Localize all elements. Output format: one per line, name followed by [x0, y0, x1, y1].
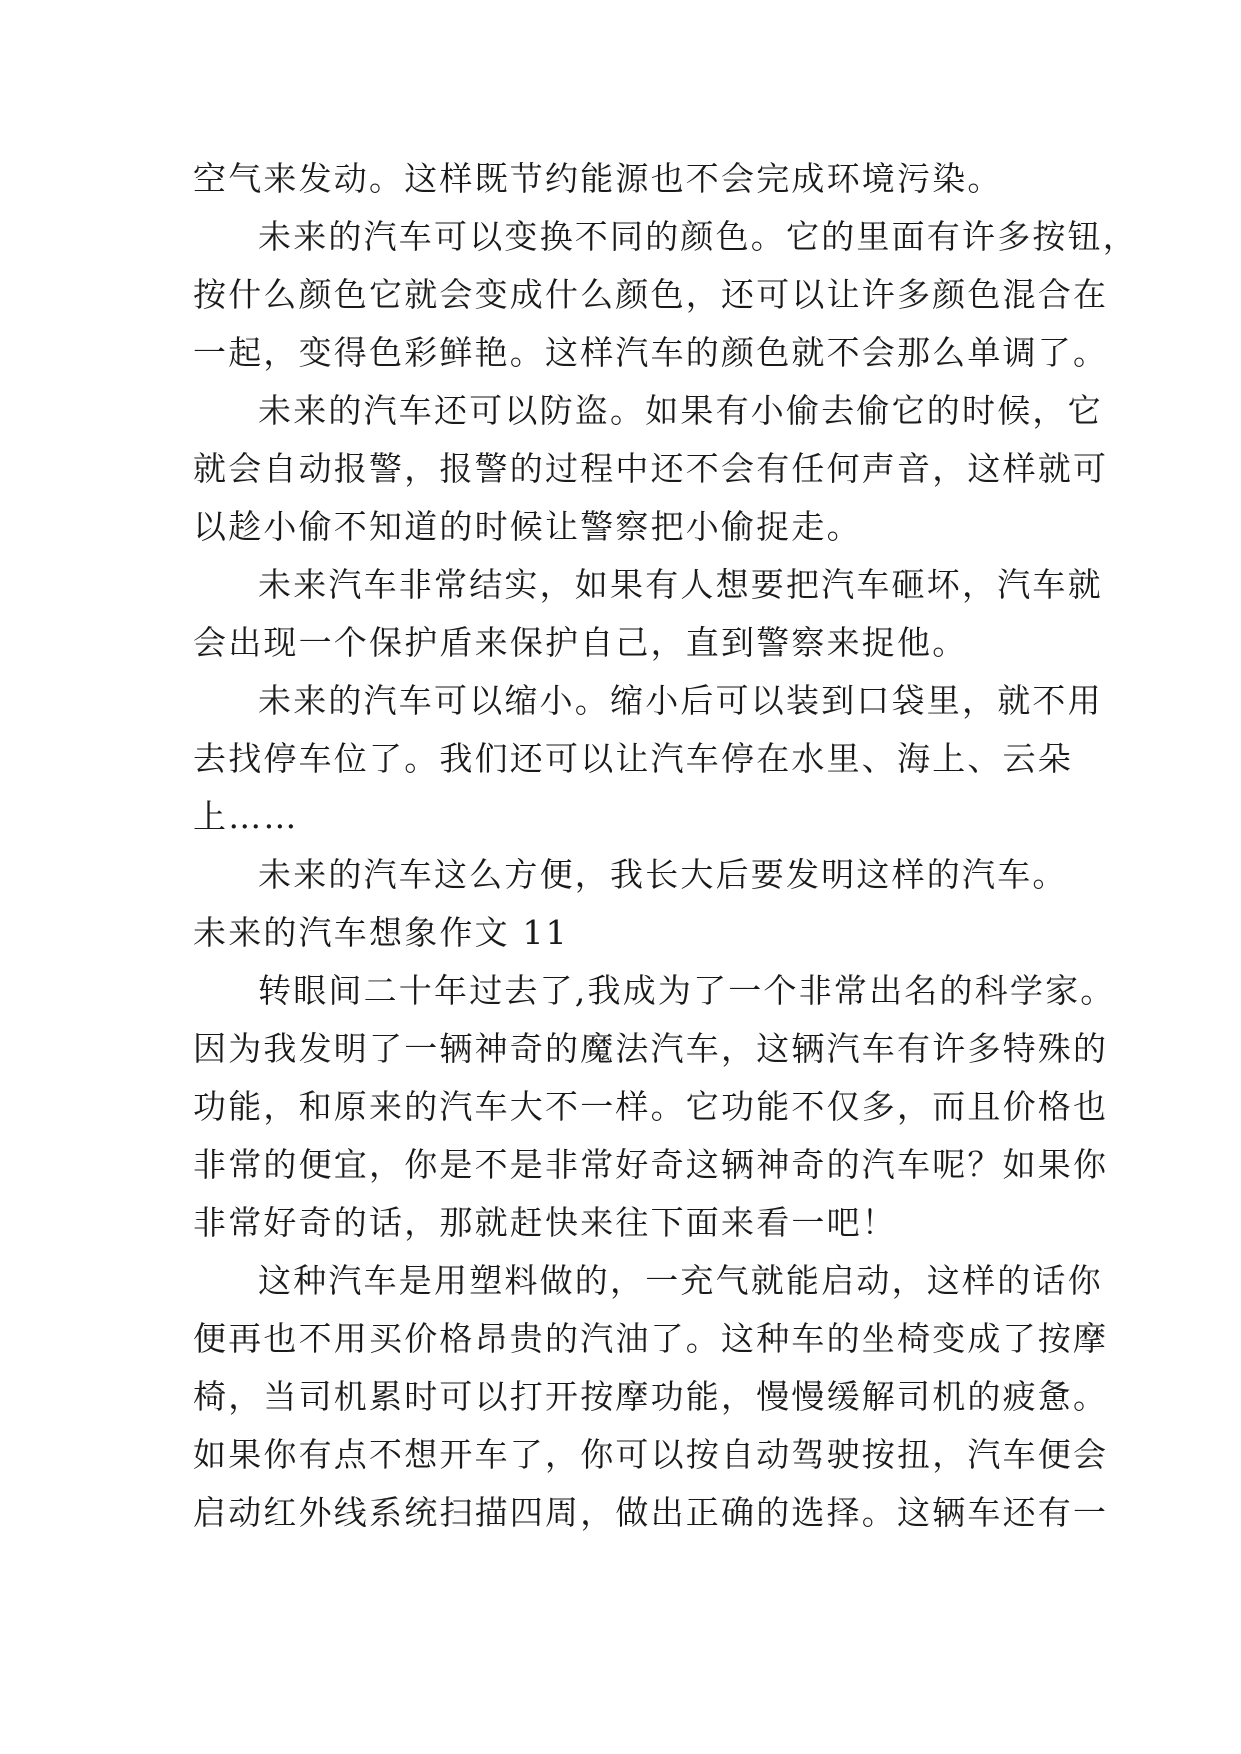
text-line-17: 功能，和原来的汽车大不一样。它功能不仅多，而且价格也 [193, 1087, 1109, 1126]
text-line-4: 一起，变得色彩鲜艳。这样汽车的颜色就不会那么单调了。 [193, 333, 1109, 372]
text-line-15: 转眼间二十年过去了,我成为了一个非常出名的科学家。 [258, 971, 1116, 1010]
text-line-11: 去找停车位了。我们还可以让汽车停在水里、海上、云朵 [193, 739, 1073, 778]
text-line-20: 这种汽车是用塑料做的，一充气就能启动，这样的话你 [258, 1261, 1103, 1300]
text-line-16: 因为我发明了一辆神奇的魔法汽车，这辆汽车有许多特殊的 [193, 1029, 1109, 1068]
text-line-5: 未来的汽车还可以防盗。如果有小偷去偷它的时候，它 [258, 391, 1103, 430]
text-line-2: 未来的汽车可以变换不同的颜色。它的里面有许多按钮， [258, 217, 1138, 256]
text-line-13: 未来的汽车这么方便，我长大后要发明这样的汽车。 [258, 855, 1068, 894]
text-line-10: 未来的汽车可以缩小。缩小后可以装到口袋里，就不用 [258, 681, 1103, 720]
text-line-24: 启动红外线系统扫描四周，做出正确的选择。这辆车还有一 [193, 1493, 1109, 1532]
text-line-18: 非常的便宜，你是不是非常好奇这辆神奇的汽车呢？如果你 [193, 1145, 1109, 1184]
text-line-21: 便再也不用买价格昂贵的汽油了。这种车的坐椅变成了按摩 [193, 1319, 1109, 1358]
text-line-3: 按什么颜色它就会变成什么颜色，还可以让许多颜色混合在 [193, 275, 1109, 314]
text-line-22: 椅，当司机累时可以打开按摩功能，慢慢缓解司机的疲惫。 [193, 1377, 1109, 1416]
section-heading: 未来的汽车想象作文 11 [193, 913, 569, 952]
text-line-1: 空气来发动。这样既节约能源也不会完成环境污染。 [193, 159, 1003, 198]
text-line-8: 未来汽车非常结实，如果有人想要把汽车砸坏，汽车就 [258, 565, 1103, 604]
text-line-12: 上…… [193, 797, 299, 836]
text-line-23: 如果你有点不想开车了，你可以按自动驾驶按扭，汽车便会 [193, 1435, 1109, 1474]
text-line-9: 会出现一个保护盾来保护自己，直到警察来捉他。 [193, 623, 968, 662]
text-line-19: 非常好奇的话，那就赶快来往下面来看一吧！ [193, 1203, 897, 1242]
text-line-7: 以趁小偷不知道的时候让警察把小偷捉走。 [193, 507, 862, 546]
text-line-6: 就会自动报警，报警的过程中还不会有任何声音，这样就可 [193, 449, 1109, 488]
